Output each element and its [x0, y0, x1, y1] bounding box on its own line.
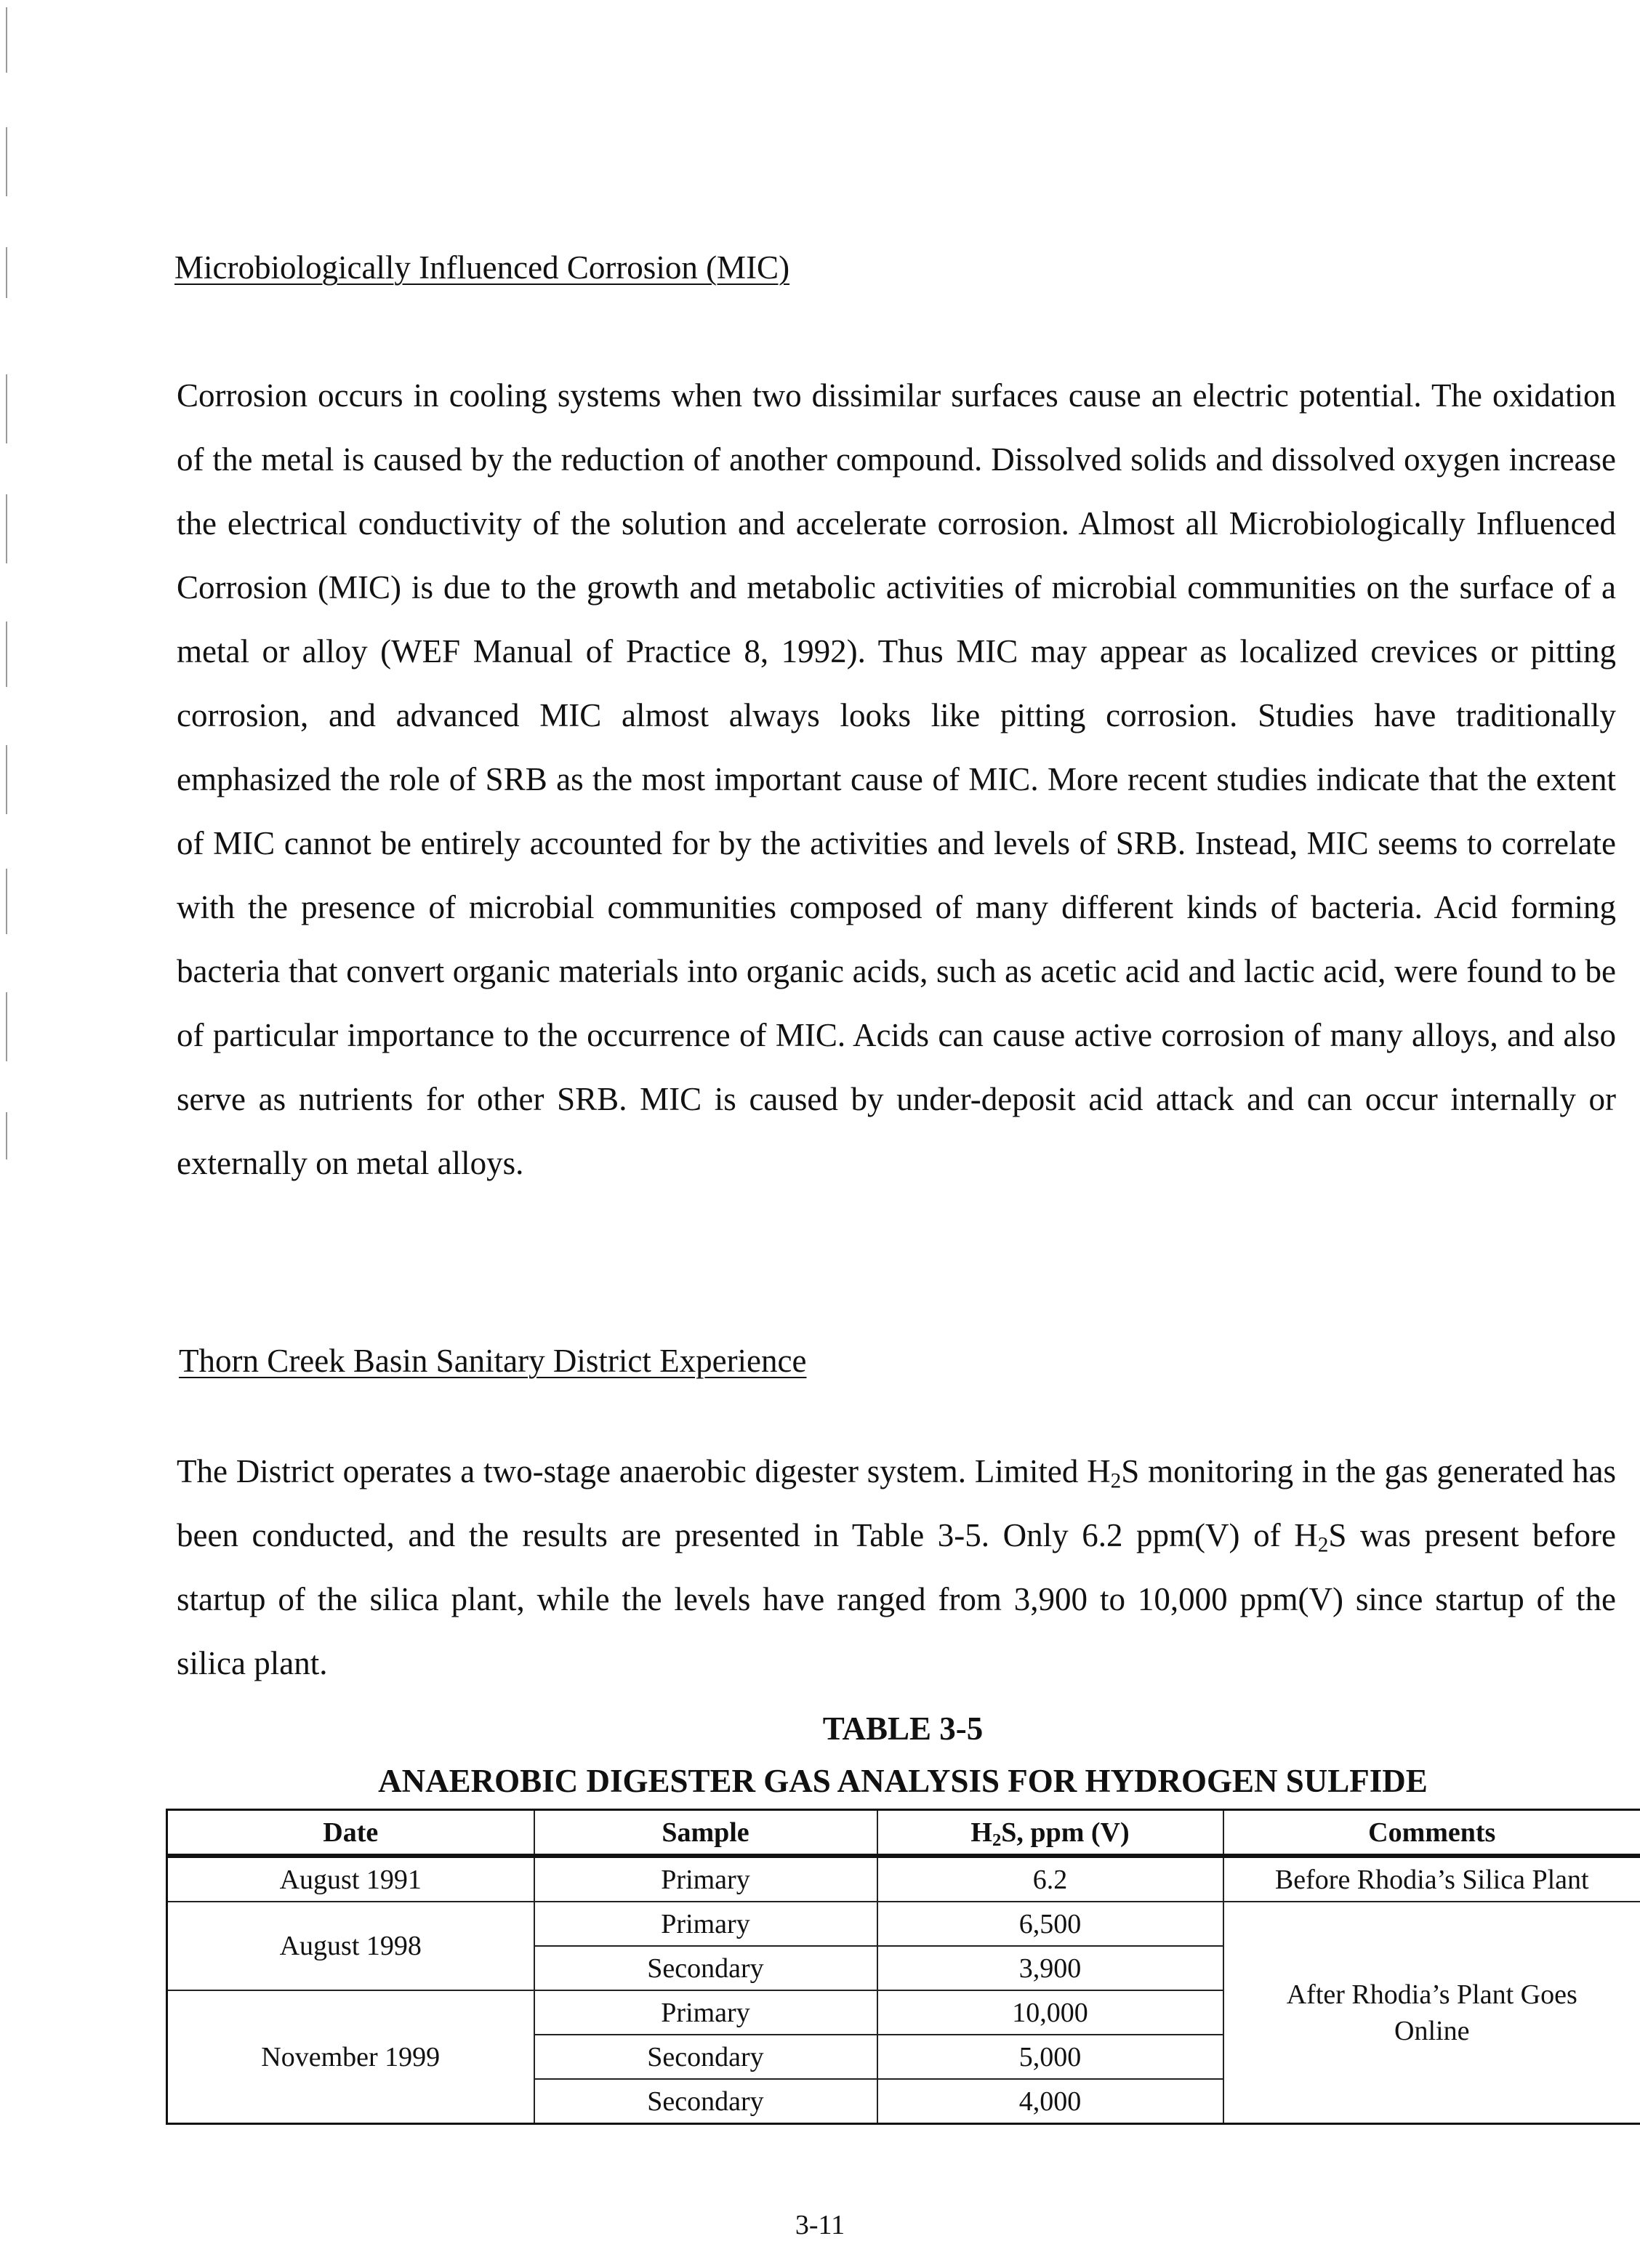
scan-binding-mark	[6, 374, 7, 443]
cell-sample: Primary	[534, 1902, 877, 1946]
cell-sample: Primary	[534, 1856, 877, 1902]
cell-comments: Before Rhodia’s Silica Plant	[1223, 1856, 1640, 1902]
cell-h2s: 5,000	[877, 2035, 1223, 2079]
cell-sample: Secondary	[534, 2079, 877, 2124]
paragraph-text: S monitoring in the gas generated has been conducted, and the results are presented in Table 3-5. Only 6.2 ppm(V) of H	[177, 1453, 1616, 1553]
scan-binding-mark	[6, 745, 7, 814]
paragraph-text: S was present before startup of the silica plant, while the levels have ranged from 3,900 to 10,000 ppm(V) since startup of the silica plant.	[177, 1517, 1616, 1681]
table-number: TABLE 3-5	[822, 1710, 984, 1747]
h2s-analysis-table	[166, 1809, 1640, 2125]
cell-h2s: 10,000	[877, 1990, 1223, 2035]
scan-binding-mark	[6, 992, 7, 1061]
section-heading-thorn-creek: Thorn Creek Basin Sanitary District Experience	[179, 1343, 807, 1379]
scan-binding-mark	[6, 7, 7, 73]
cell-sample: Secondary	[534, 1946, 877, 1990]
cell-comments: After Rhodia’s Plant Goes Online	[1223, 1902, 1640, 2124]
section-heading-mic: Microbiologically Influenced Corrosion (MIC)	[174, 249, 790, 286]
column-header-date: Date	[167, 1810, 534, 1857]
scan-binding-mark	[6, 1112, 7, 1159]
cell-sample: Secondary	[534, 2035, 877, 2079]
cell-h2s: 6.2	[877, 1856, 1223, 1902]
header-text: S, ppm (V)	[1001, 1817, 1130, 1848]
subscript: 2	[1110, 1469, 1122, 1493]
subscript: 2	[1317, 1533, 1329, 1557]
scan-binding-mark	[6, 247, 7, 298]
cell-h2s: 3,900	[877, 1946, 1223, 1990]
scan-binding-mark	[6, 869, 7, 934]
subscript: 2	[992, 1830, 1002, 1850]
table-title: ANAEROBIC DIGESTER GAS ANALYSIS FOR HYDROGEN SULFIDE	[378, 1763, 1428, 1799]
cell-sample: Primary	[534, 1990, 877, 2035]
column-header-h2s	[877, 1810, 1223, 1857]
paragraph-text: The District operates a two-stage anaerobic digester system. Limited H	[177, 1453, 1111, 1489]
column-header-sample: Sample	[534, 1810, 877, 1857]
cell-h2s: 4,000	[877, 2079, 1223, 2124]
paragraph-thorn-creek	[177, 1439, 1616, 1695]
cell-h2s: 6,500	[877, 1902, 1223, 1946]
scan-binding-mark	[6, 127, 7, 196]
cell-date: August 1998	[167, 1902, 534, 1990]
scan-binding-mark	[6, 622, 7, 687]
table-row	[167, 1856, 1640, 1902]
cell-date: August 1991	[167, 1856, 534, 1902]
page-number: 3-11	[795, 2210, 845, 2240]
table-row	[167, 1902, 1640, 1946]
scan-binding-mark	[6, 494, 7, 563]
table-header-row	[167, 1810, 1640, 1857]
header-text: H	[970, 1817, 992, 1848]
cell-date: November 1999	[167, 1990, 534, 2124]
column-header-comments: Comments	[1223, 1810, 1640, 1857]
paragraph-mic: Corrosion occurs in cooling systems when two dissimilar surfaces cause an electric potential. The oxidation of the metal is caused by the reduction of another compound. Dissolved solids and dissolved oxygen increase the electrical conductivity of the solution and accelerate corrosion. Almost all Microbiologically Influenced Corrosion (MIC) is due to the growth and metabolic activities of microbial communities on the surface of a metal or alloy (WEF Manual of Practice 8, 1992). Thus MIC may appear as localized crevices or pitting corrosion, and advanced MIC almost always looks like pitting corrosion. Studies have traditionally emphasized the role of SRB as the most important cause of MIC. More recent studies indicate that the extent of MIC cannot be entirely accounted for by the activities and levels of SRB. Instead, MIC seems to correlate with the presence of microbial communities composed of many different kinds of bacteria. Acid forming bacteria that convert organic materials into organic acids, such as acetic acid and lactic acid, were found to be of particular importance to the occurrence of MIC. Acids can cause active corrosion of many alloys, and also serve as nutrients for other SRB. MIC is caused by under-deposit acid attack and can occur internally or externally on metal alloys.	[177, 377, 1616, 1181]
